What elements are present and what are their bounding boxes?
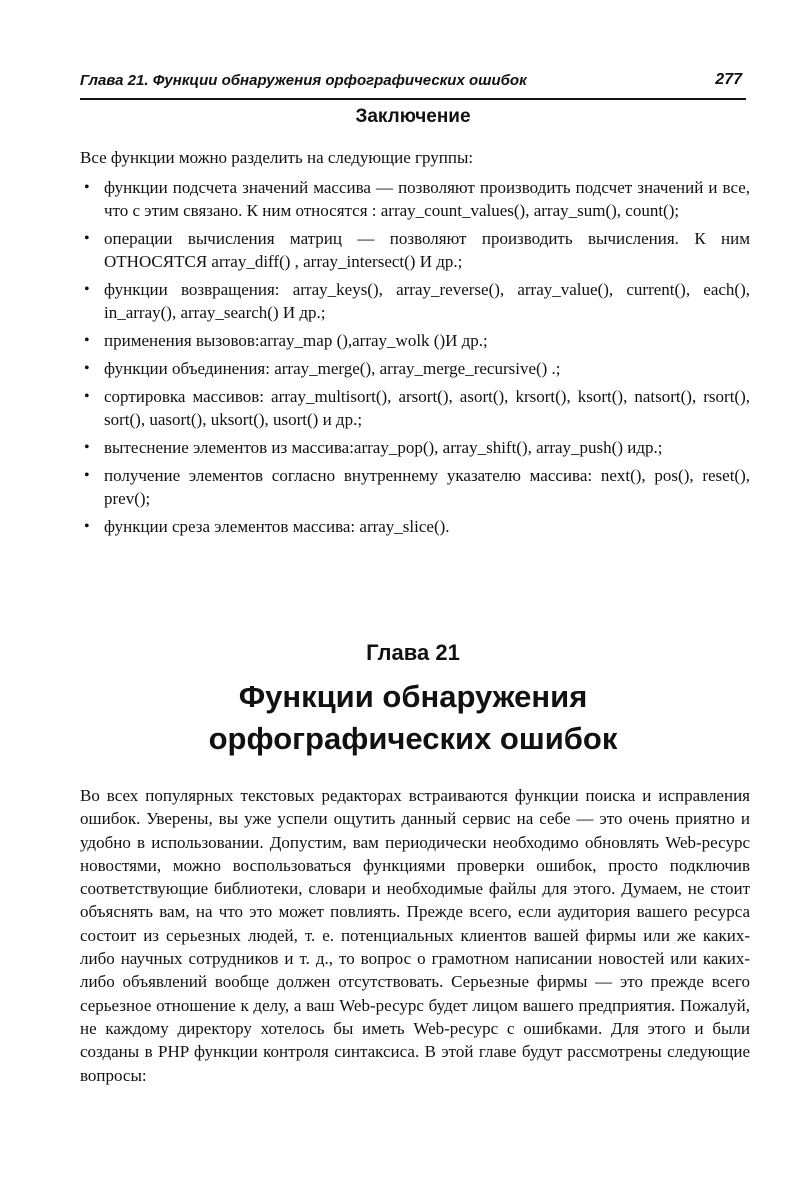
bullet-icon: • (84, 439, 90, 456)
list-item (80, 436, 750, 459)
list-item-text: применения вызовов:array_map (),array_wolk ()И др.; (104, 331, 488, 350)
bullet-icon: • (84, 518, 90, 535)
list-item (80, 278, 750, 324)
list-item-text: функции возвращения: array_keys(), array_reverse(), array_value(), current(), each(), in_array(), array_search() И др.; (104, 280, 750, 322)
list-item (80, 329, 750, 352)
page-number: 277 (715, 71, 742, 88)
function-groups-list (80, 176, 750, 543)
list-item-text: сортировка массивов: array_multisort(), arsort(), asort(), krsort(), ksort(), natsort(), rsort(), sort(), uasort(), uksort(), usort() и др.; (104, 387, 750, 429)
chapter-title-line-2: орфографических ошибок (208, 721, 618, 756)
list-item (80, 385, 750, 431)
section-intro: Все функции можно разделить на следующие группы: (80, 148, 474, 167)
bullet-icon: • (84, 332, 90, 349)
bullet-icon: • (84, 360, 90, 377)
list-item (80, 357, 750, 380)
chapter-label: Глава 21 (366, 640, 460, 665)
bullet-icon: • (84, 281, 90, 298)
list-item-text: функции среза элементов массива: array_slice(). (104, 517, 450, 536)
section-heading: Заключение (355, 106, 471, 127)
list-item-text: получение элементов согласно внутреннему указателю массива: next(), pos(), reset(), prev(); (104, 466, 750, 508)
bullet-icon: • (84, 230, 90, 247)
running-header-title: Глава 21. Функции обнаружения орфографических ошибок (80, 72, 527, 89)
list-item (80, 176, 750, 222)
running-header (80, 66, 746, 100)
list-item (80, 515, 750, 538)
bullet-icon: • (84, 467, 90, 484)
list-item (80, 227, 750, 273)
list-item-text: функции объединения: array_merge(), array_merge_recursive() .; (104, 359, 561, 378)
bullet-icon: • (84, 388, 90, 405)
list-item-text: операции вычисления матриц — позволяют производить вычисления. К ним ОТНОСЯТСЯ array_diff() , array_intersect() И др.; (104, 229, 750, 271)
chapter-title-line-1: Функции обнаружения (238, 679, 588, 714)
bullet-icon: • (84, 179, 90, 196)
list-item-text: функции подсчета значений массива — позволяют производить подсчет значений и все, что с этим связано. К ним относятся : array_count_values(), array_sum(), count(); (104, 178, 750, 220)
chapter-body-paragraph: Во всех популярных текстовых редакторах встраиваются функции поиска и исправления ошибок. Уверены, вы уже успели ощутить данный сервис на себе — это очень приятно и удобно в использовании. Допустим, вам периодически необходимо обновлять Web-ресурс новостями, можно воспользоваться функциями проверки ошибок, просто подключив соответствующие библиотеки, словари и необходимые файлы для этого. Думаем, не стоит объяснять вам, на что это может повлиять. Прежде всего, если аудитория вашего ресурса состоит из серьезных людей, т. е. потенциальных клиентов вашей фирмы или же каких-либо научных сотрудников и т. д., то вопрос о грамотном написании новостей или каких-либо объявлений вообще должен отсутствовать. Серьезные фирмы — это прежде всего серьезное отношение к делу, а ваш Web-ресурс будет лицом вашего предприятия. Пожалуй, не каждому директору хотелось бы иметь Web-ресурс с ошибками. Для этого и были созданы в PHP функции контроля синтаксиса. В этой главе будут рассмотрены следующие вопросы: (80, 786, 750, 1085)
list-item (80, 464, 750, 510)
chapter-title (80, 676, 746, 760)
list-item-text: вытеснение элементов из массива:array_pop(), array_shift(), array_push() идр.; (104, 438, 663, 457)
